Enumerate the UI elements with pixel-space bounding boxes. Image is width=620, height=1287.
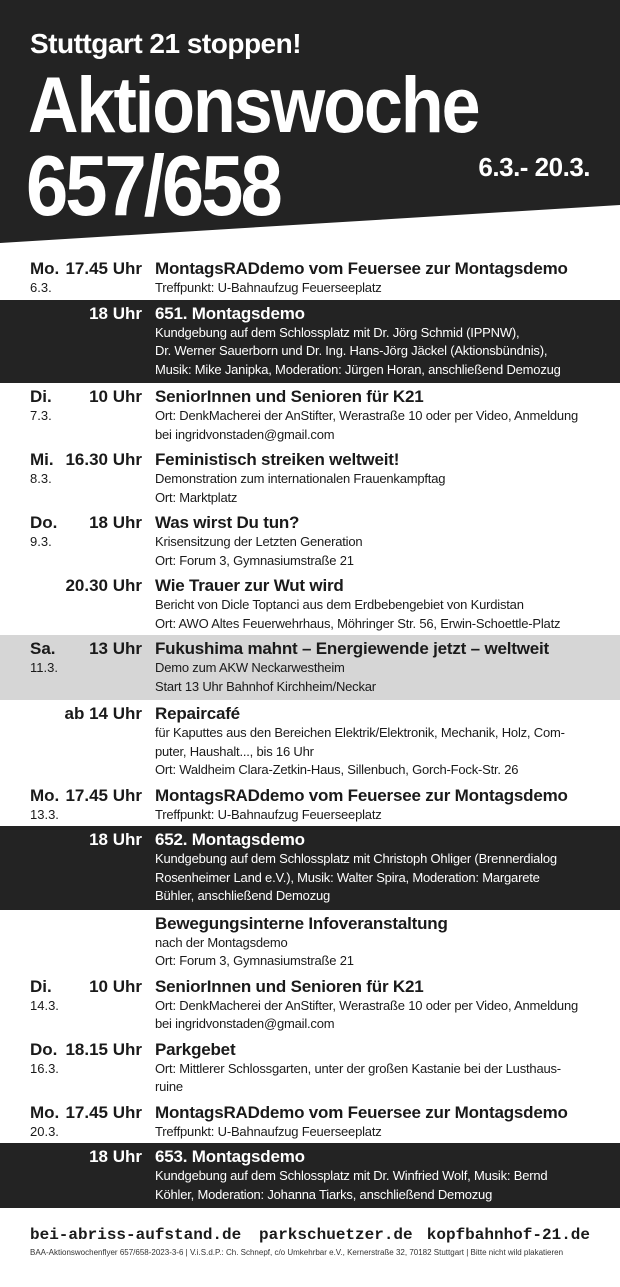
event-row — [0, 509, 620, 572]
header-banner — [0, 0, 620, 245]
event-title: 653. Montagsdemo — [155, 1147, 305, 1166]
event-title: 651. Montagsdemo — [155, 303, 305, 323]
event-time: 18 Uhr — [89, 830, 142, 849]
event-day: Mi. — [30, 450, 54, 469]
event-row — [0, 446, 620, 509]
event-row — [0, 700, 620, 782]
event-detail: bei ingridvonstaden@gmail.com — [155, 1016, 335, 1031]
event-title: MontagsRADdemo vom Feuersee zur Montagsdemo — [155, 785, 568, 805]
event-row-highlight — [0, 826, 620, 910]
event-detail: Treffpunkt: U-Bahnaufzug Feuerseeplatz — [155, 1123, 382, 1139]
event-row — [0, 255, 620, 300]
event-date: 8.3. — [30, 471, 52, 486]
event-detail: Kundgebung auf dem Schlossplatz mit Christoph Ohliger (Brennerdialog — [155, 851, 557, 866]
event-title: SeniorInnen und Senioren für K21 — [155, 976, 424, 996]
event-title: Fukushima mahnt – Energiewende jetzt – weltweit — [155, 639, 549, 658]
event-time: 16.30 Uhr — [65, 450, 142, 469]
event-detail: Bericht von Dicle Toptanci aus dem Erdbebengebiet von Kurdistan — [155, 597, 524, 612]
event-row-featured — [0, 635, 620, 700]
event-row — [0, 1099, 620, 1144]
event-day: Sa. — [30, 639, 56, 658]
event-time: 10 Uhr — [89, 387, 142, 406]
event-detail: Köhler, Moderation: Johanna Tiarks, anschließend Demozug — [155, 1186, 493, 1202]
event-date: 16.3. — [30, 1060, 59, 1076]
event-day: Do. — [30, 513, 58, 532]
event-title: 652. Montagsdemo — [155, 830, 305, 849]
event-detail: Demo zum AKW Neckarwestheim — [155, 660, 345, 675]
event-detail: Ort: Forum 3, Gymnasiumstraße 21 — [155, 953, 354, 968]
event-title: Bewegungsinterne Infoveranstaltung — [155, 913, 448, 933]
event-date: 14.3. — [30, 997, 59, 1013]
event-row — [0, 1036, 620, 1099]
event-day: Di. — [30, 976, 52, 996]
footer-links — [30, 1224, 590, 1246]
event-title: Repaircafé — [155, 704, 240, 723]
event-row — [0, 973, 620, 1036]
footer — [0, 1224, 620, 1287]
event-detail: bei ingridvonstaden@gmail.com — [155, 426, 335, 442]
event-time: 10 Uhr — [89, 976, 142, 996]
event-title: Feministisch streiken weltweit! — [155, 450, 400, 469]
event-title: MontagsRADdemo vom Feuersee zur Montagsdemo — [155, 259, 568, 278]
date-range: 6.3.- 20.3. — [478, 152, 590, 182]
subtitle: Stuttgart 21 stoppen! — [30, 28, 302, 59]
event-title: Wie Trauer zur Wut wird — [155, 576, 344, 595]
imprint-text: BAA-Aktionswochenflyer 657/658-2023-3-6 | V.i.S.d.P.: Ch. Schnepf, c/o Umkehrbar e.V., Kernerstraße 32, 70182 Stuttgart | Bitte nicht wild plakatieren — [30, 1248, 564, 1257]
event-detail: Ort: DenkMacherei der AnStifter, Werastraße 10 oder per Video, Anmeldung — [155, 408, 579, 423]
event-time: 17.45 Uhr — [65, 785, 142, 805]
event-detail: Rosenheimer Land e.V.), Musik: Walter Spira, Moderation: Margarete — [155, 869, 540, 885]
event-detail: Ort: Marktplatz — [155, 489, 238, 505]
event-title: Was wirst Du tun? — [155, 513, 300, 532]
event-time: 18 Uhr — [89, 1147, 142, 1166]
event-detail: Treffpunkt: U-Bahnaufzug Feuerseeplatz — [155, 806, 382, 822]
page-title: Aktionswoche — [28, 61, 479, 149]
event-detail: nach der Montagsdemo — [155, 934, 288, 950]
event-row — [0, 782, 620, 827]
event-time: ab 14 Uhr — [64, 704, 142, 723]
event-detail: Treffpunkt: U-Bahnaufzug Feuerseeplatz — [155, 280, 382, 295]
event-detail: Ort: Waldheim Clara-Zetkin-Haus, Sillenbuch, Gorch-Fock-Str. 26 — [155, 762, 519, 777]
event-row — [0, 383, 620, 446]
event-row — [0, 572, 620, 635]
event-time: 18.15 Uhr — [65, 1039, 142, 1059]
event-detail: Ort: Forum 3, Gymnasiumstraße 21 — [155, 552, 354, 568]
event-detail: Ort: AWO Altes Feuerwehrhaus, Möhringer Str. 56, Erwin-Schoettle-Platz — [155, 615, 561, 631]
event-date: 13.3. — [30, 806, 59, 822]
event-detail: ruine — [155, 1079, 183, 1094]
event-detail: Kundgebung auf dem Schlossplatz mit Dr. Jörg Schmid (IPPNW), — [155, 324, 520, 340]
event-title: MontagsRADdemo vom Feuersee zur Montagsdemo — [155, 1102, 568, 1122]
link-parkschuetzer[interactable]: parkschuetzer.de — [259, 1226, 413, 1244]
event-day: Mo. — [30, 1102, 60, 1122]
event-day: Mo. — [30, 259, 60, 278]
event-detail: Kundgebung auf dem Schlossplatz mit Dr. Winfried Wolf, Musik: Bernd — [155, 1168, 548, 1183]
event-detail: für Kaputtes aus den Bereichen Elektrik/Elektronik, Mechanik, Holz, Com- — [155, 725, 565, 740]
event-detail: Ort: DenkMacherei der AnStifter, Werastraße 10 oder per Video, Anmeldung — [155, 997, 579, 1013]
event-time: 17.45 Uhr — [65, 259, 142, 278]
event-detail: Demonstration zum internationalen Frauenkampftag — [155, 471, 446, 486]
event-detail: Ort: Mittlerer Schlossgarten, unter der großen Kastanie bei der Lusthaus- — [155, 1060, 561, 1076]
event-row-highlight — [0, 300, 620, 384]
event-date: 6.3. — [30, 280, 52, 295]
event-time: 20.30 Uhr — [65, 576, 142, 595]
event-day: Mo. — [30, 785, 60, 805]
event-title: Parkgebet — [155, 1039, 236, 1059]
event-day: Do. — [30, 1039, 58, 1059]
event-detail: Bühler, anschließend Demozug — [155, 888, 331, 903]
week-number: 657/658 — [26, 138, 280, 234]
event-list — [0, 255, 620, 1208]
event-title: SeniorInnen und Senioren für K21 — [155, 387, 424, 406]
event-date: 9.3. — [30, 534, 52, 549]
event-row — [0, 910, 620, 973]
event-detail: Start 13 Uhr Bahnhof Kirchheim/Neckar — [155, 678, 376, 694]
event-date: 20.3. — [30, 1123, 59, 1139]
event-date: 11.3. — [30, 660, 58, 675]
event-date: 7.3. — [30, 408, 52, 423]
event-detail: Krisensitzung der Letzten Generation — [155, 534, 363, 549]
event-day: Di. — [30, 387, 52, 406]
link-kopfbahnhof-21[interactable]: kopfbahnhof-21.de — [426, 1226, 590, 1244]
event-time: 17.45 Uhr — [65, 1102, 142, 1122]
link-bei-abriss-aufstand[interactable]: bei-abriss-aufstand.de — [30, 1226, 242, 1244]
event-detail: Musik: Mike Janipka, Moderation: Jürgen Horan, anschließend Demozug — [155, 361, 561, 377]
event-time: 18 Uhr — [89, 303, 142, 323]
event-row-highlight — [0, 1143, 620, 1208]
event-time: 13 Uhr — [89, 639, 142, 658]
event-detail: Dr. Werner Sauerborn und Dr. Ing. Hans-Jörg Jäckel (Aktionsbündnis), — [155, 343, 548, 358]
event-detail: puter, Haushalt..., bis 16 Uhr — [155, 743, 314, 759]
event-time: 18 Uhr — [89, 513, 142, 532]
